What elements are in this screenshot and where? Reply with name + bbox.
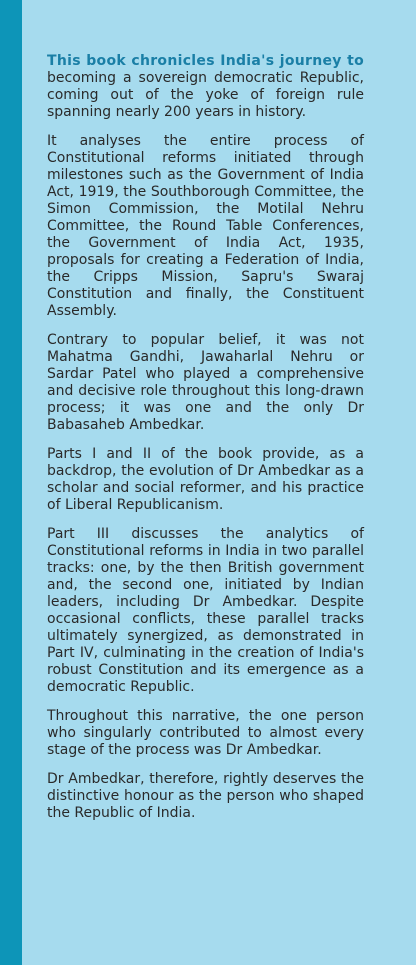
paragraph-3: Contrary to popular belief, it was not Mahatma Gandhi, Jawaharlal Nehru or Sardar Patel who played a comprehensive and decisive role throughout this long-drawn process; it was one and the only Dr Babasaheb Ambedkar. — [47, 332, 364, 433]
lead-sentence: This book chronicles India's journey to — [47, 53, 364, 69]
paragraph-5: Part III discusses the analytics of Constitutional reforms in India in two parallel tracks: one, by the then British government and, the second one, initiated by Indian leaders, including Dr Ambedkar. Despite occasional conflicts, these parallel tracks ultimately synergized, as demonstrated in Part IV, culminating in the creation of India's robust Constitution and its emergence as a democratic Republic. — [47, 526, 364, 695]
paragraph-6: Throughout this narrative, the one person who singularly contributed to almost every stage of the process was Dr Ambedkar. — [47, 708, 364, 758]
paragraph-2: It analyses the entire process of Constitutional reforms initiated through milestones such as the Government of India Act, 1919, the Southborough Committee, the Simon Commission, the Motilal Nehru Committee, the Round Table Conferences, the Government of India Act, 1935, proposals for creating a Federation of India, the Cripps Mission, Sapru's Swaraj Constitution and finally, the Constituent Assembly. — [47, 133, 364, 319]
paragraph-4: Parts I and II of the book provide, as a backdrop, the evolution of Dr Ambedkar as a scholar and social reformer, and his practice of Liberal Republicanism. — [47, 446, 364, 513]
paragraph-1-rest: becoming a sovereign democratic Republic, coming out of the yoke of foreign rule spanning nearly 200 years in history. — [47, 70, 364, 120]
back-cover-blurb — [47, 53, 364, 834]
paragraph-1 — [47, 53, 364, 121]
left-color-band — [0, 0, 22, 965]
paragraph-7: Dr Ambedkar, therefore, rightly deserves the distinctive honour as the person who shaped the Republic of India. — [47, 771, 364, 821]
